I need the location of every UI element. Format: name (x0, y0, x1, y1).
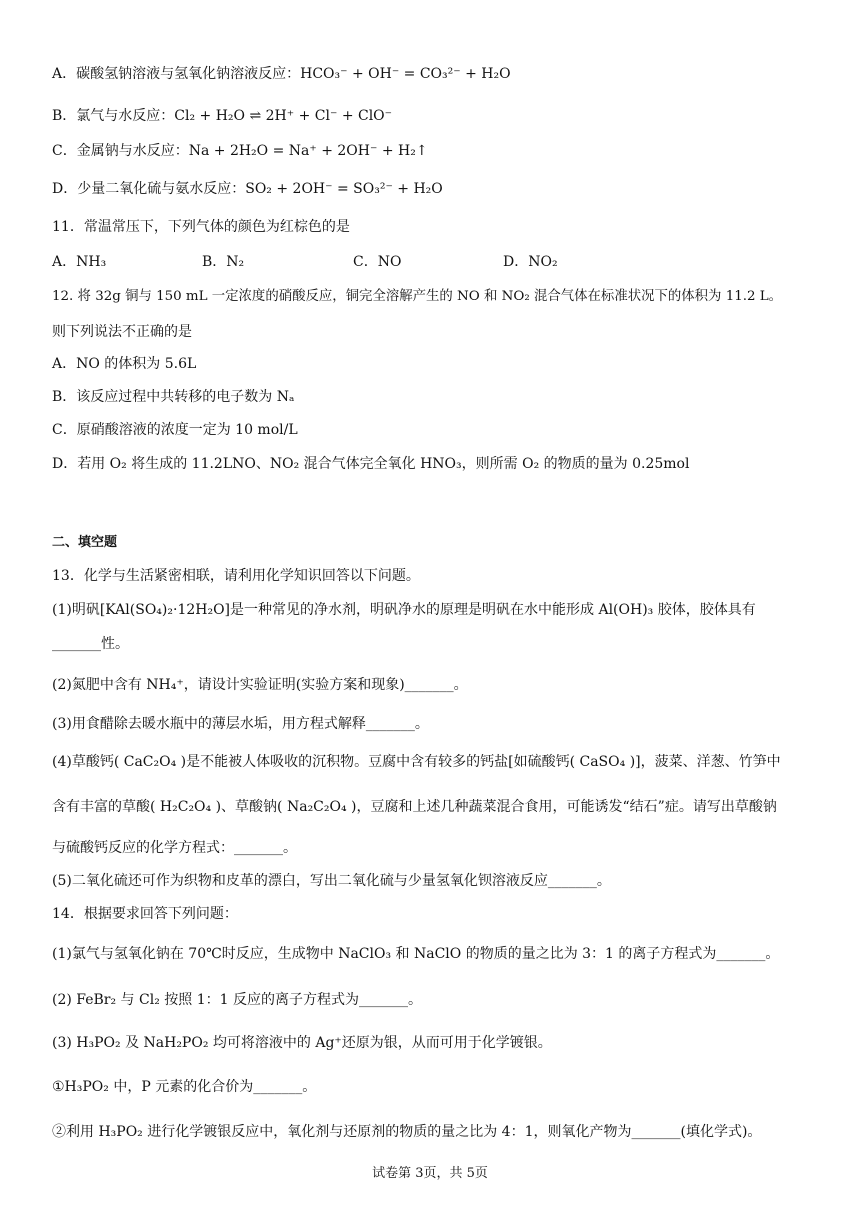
question-13-part-4-line-2: 含有丰富的草酸( H₂C₂O₄ )、草酸钠( Na₂C₂O₄ )，豆腐和上述几种蔬菜混合食用，可能诱发“结石”症。请写出草酸钠 (52, 799, 777, 815)
question-14-stem: 14．根据要求回答下列问题： (52, 906, 238, 922)
question-13-part-4-line-1: (4)草酸钙( CaC₂O₄ )是不能被人体吸收的沉积物。豆腐中含有较多的钙盐[如硫酸钙( CaSO₄ )]，菠菜、洋葱、竹笋中 (52, 754, 781, 770)
question-10-option-c: C．金属钠与水反应：Na + 2H₂O = Na⁺ + 2OH⁻ + H₂↑ (52, 143, 428, 159)
question-14-part-1: (1)氯气与氢氧化钠在 70℃时反应，生成物中 NaClO₃ 和 NaClO 的物质的量之比为 3：1 的离子方程式为_______。 (52, 946, 780, 962)
question-12-stem-line-2: 则下列说法不正确的是 (52, 324, 192, 340)
question-13-part-1-line-1: (1)明矾[KAl(SO₄)₂·12H₂O]是一种常见的净水剂，明矾净水的原理是明矾在水中能形成 Al(OH)₃ 胶体，胶体具有 (52, 602, 756, 618)
question-13-part-4-line-3: 与硫酸钙反应的化学方程式：_______。 (52, 840, 297, 856)
question-11-option-a: A．NH₃ (52, 254, 107, 270)
question-12-option-a: A．NO 的体积为 5.6L (52, 356, 197, 372)
question-12-stem-line-1: 12. 将 32g 铜与 150 mL 一定浓度的硝酸反应，铜完全溶解产生的 NO 和 NO₂ 混合气体在标准状况下的体积为 11.2 L。 (52, 289, 783, 304)
question-13-part-5: (5)二氧化硫还可作为织物和皮革的漂白，写出二氧化硫与少量氢氧化钡溶液反应_______。 (52, 873, 611, 889)
question-11-stem: 11．常温常压下，下列气体的颜色为红棕色的是 (52, 219, 350, 235)
page-footer: 试卷第 3页，共 5页 (372, 1166, 488, 1181)
question-13-part-1-line-2: _______性。 (52, 636, 129, 652)
question-11-option-d: D．NO₂ (503, 254, 558, 270)
question-14-part-3: (3) H₃PO₂ 及 NaH₂PO₂ 均可将溶液中的 Ag⁺还原为银，从而可用于化学镀银。 (52, 1035, 552, 1051)
question-13-part-2: (2)氮肥中含有 NH₄⁺，请设计实验证明(实验方案和现象)_______。 (52, 677, 468, 693)
question-12-option-b: B．该反应过程中共转移的电子数为 Nₐ (52, 389, 295, 405)
question-12-option-d: D．若用 O₂ 将生成的 11.2LNO、NO₂ 混合气体完全氧化 HNO₃，则所需 O₂ 的物质的量为 0.25mol (52, 456, 690, 472)
question-11-option-b: B．N₂ (202, 254, 245, 270)
question-14-part-3-sub-2: ②利用 H₃PO₂ 进行化学镀银反应中，氧化剂与还原剂的物质的量之比为 4：1，则氧化产物为_______(填化学式)。 (52, 1124, 762, 1140)
question-14-part-3-sub-1: ①H₃PO₂ 中，P 元素的化合价为_______。 (52, 1079, 317, 1095)
question-13-stem: 13．化学与生活紧密相联，请利用化学知识回答以下问题。 (52, 568, 420, 584)
section-title: 二、填空题 (52, 535, 118, 550)
question-11-option-c: C．NO (353, 254, 402, 270)
question-13-part-3: (3)用食醋除去暖水瓶中的薄层水垢，用方程式解释_______。 (52, 716, 429, 732)
question-14-part-2: (2) FeBr₂ 与 Cl₂ 按照 1：1 反应的离子方程式为_______。 (52, 992, 422, 1008)
question-10-option-d: D．少量二氧化硫与氨水反应：SO₂ + 2OH⁻ = SO₃²⁻ + H₂O (52, 181, 443, 197)
question-10-option-b: B．氯气与水反应：Cl₂ + H₂O ⇌ 2H⁺ + Cl⁻ + ClO⁻ (52, 108, 393, 124)
question-12-option-c: C．原硝酸溶液的浓度一定为 10 mol/L (52, 422, 298, 438)
question-10-option-a: A．碳酸氢钠溶液与氢氧化钠溶液反应：HCO₃⁻ + OH⁻ = CO₃²⁻ + H₂O (52, 66, 511, 82)
